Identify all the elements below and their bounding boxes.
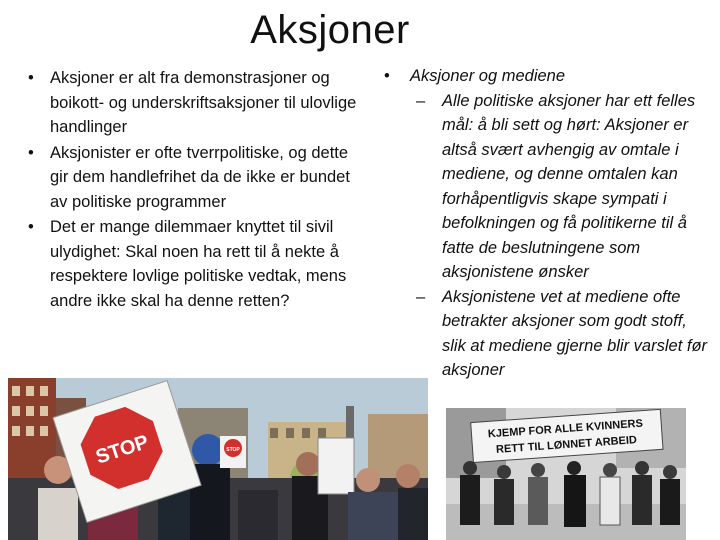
- dash-glyph: –: [416, 287, 426, 306]
- banner-line-2: RETT TIL LØNNET ARBEID: [495, 434, 638, 456]
- right-subpoint-1: [380, 89, 712, 285]
- right-subpoint-2: [380, 285, 712, 383]
- bullet-glyph: •: [28, 218, 34, 236]
- left-bullet-3: [28, 215, 368, 313]
- stop-sign-text: STOP: [93, 431, 152, 469]
- right-bullet-heading: [380, 64, 712, 89]
- womens-march-photo-illustration: [446, 408, 686, 540]
- small-stop-sign-text: STOP: [226, 447, 240, 453]
- protest-photo-illustration: [8, 378, 428, 540]
- right-bullet-list: [380, 64, 712, 383]
- right-subpoint-text: Aksjonistene vet at mediene ofte betrakter aksjoner som godt stoff, slik at mediene gjerne blir varslet før aksjoner: [442, 287, 708, 379]
- right-heading-text: Aksjoner og mediene: [410, 67, 566, 85]
- bullet-glyph: •: [28, 143, 34, 162]
- left-bullet-list: [28, 66, 368, 314]
- left-bullet-text: Aksjoner er alt fra demonstrasjoner og boikott- og underskriftsaksjoner til ulovlige handlinger: [50, 69, 357, 136]
- left-bullet-text: Aksjonister er ofte tverrpolitiske, og dette gir dem handlefrihet da de ikke er bundet av politiske programmer: [50, 143, 350, 211]
- womens-march-photo: [446, 408, 686, 540]
- protest-photo: [8, 378, 428, 540]
- dash-glyph: –: [416, 91, 426, 110]
- right-subpoint-text: Alle politiske aksjoner har ett felles mål: å bli sett og hørt: Aksjoner er altså svært avhengig av omtale i mediene, og denne omtalen kan forhåpentligvis skape sympati i befolkningen og få politikerne til å fatte de beslutningene som aksjonistene ønsker: [442, 91, 696, 281]
- bullet-glyph: •: [384, 67, 390, 85]
- bullet-glyph: •: [28, 69, 34, 87]
- left-bullet-text: Det er mange dilemmaer knyttet til sivil ulydighet: Skal noen ha rett til å nekte å respektere lovlige politiske vedtak, mens andre ikke skal ha denne retten?: [50, 218, 347, 310]
- slide-title: Aksjoner: [250, 8, 410, 52]
- left-bullet-1: [28, 66, 368, 140]
- left-bullet-2: [28, 141, 368, 215]
- banner-line-1: KJEMP FOR ALLE KVINNERS: [487, 417, 644, 441]
